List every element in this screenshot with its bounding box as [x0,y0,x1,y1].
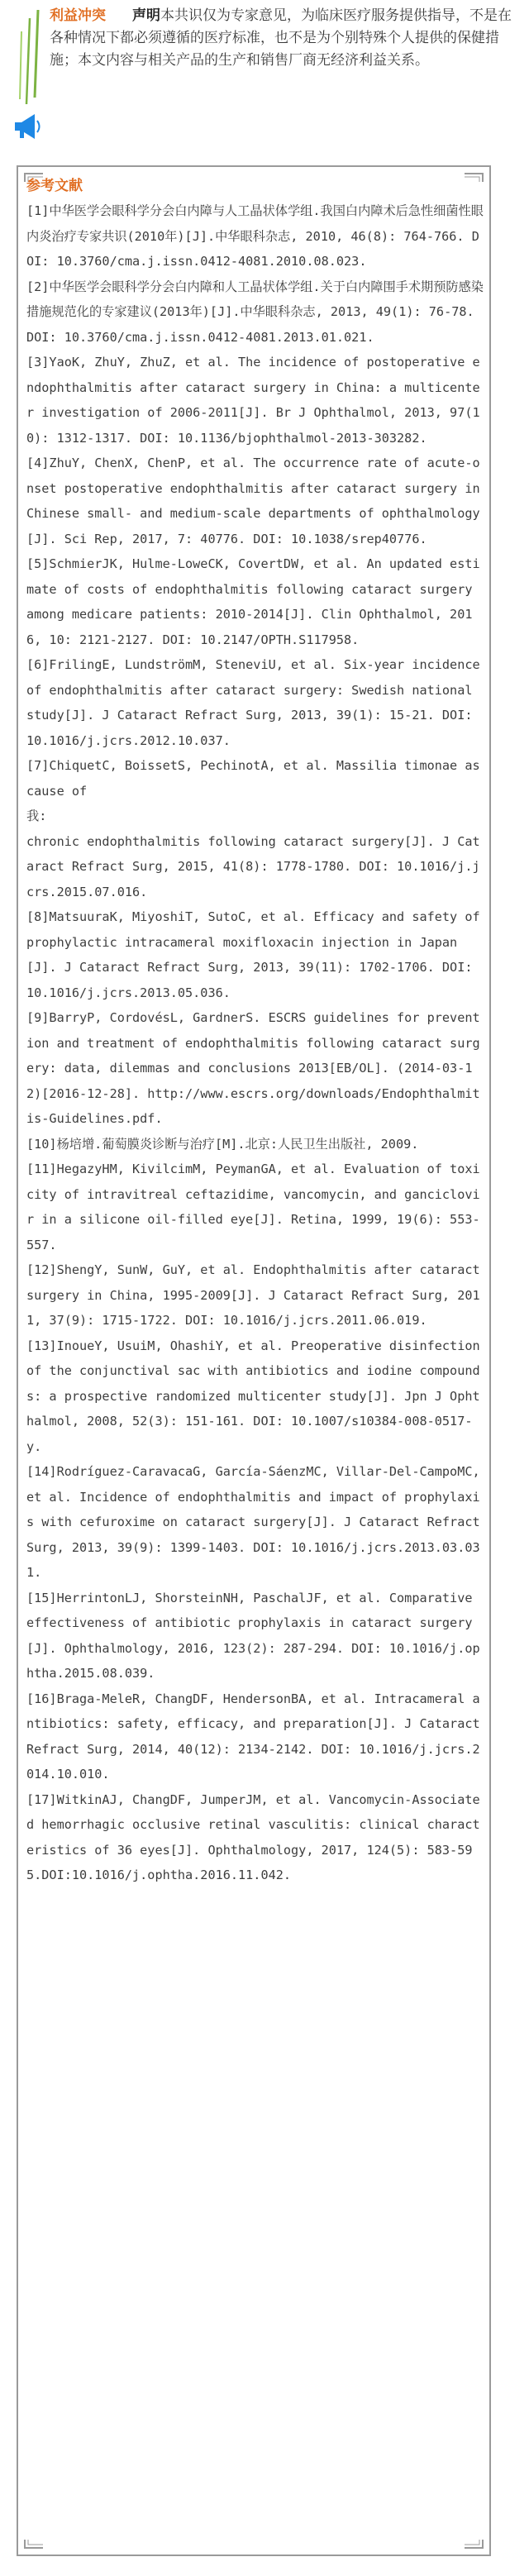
references-title: 参考文献 [26,178,83,194]
reference-item: [14]Rodríguez-CaravacaG, García-SáenzMC, Villar-Del-CampoMC, et al. Incidence of endophthalmitis and impact of prophylaxis with cefuroxime on cataract surgery[J]. J Cataract Refract Surg, 2013, 39(9): 1399-1403. DOI: 10.1016/j.jcrs.2013.03.031. [26,1464,488,1580]
reference-item: [4]ZhuY, ChenX, ChenP, et al. The occurrence rate of acute-onset postoperative endophthalmitis after cataract surgery in Chinese small- and medium-scale departments of ophthalmology[J]. Sci Rep, 2017, 7: 40776. DOI: 10.1038/srep40776. [26,456,488,546]
reference-item: [3]YaoK, ZhuY, ZhuZ, et al. The incidence of postoperative endophthalmitis after cataract surgery in China: a multicenter investigation of 2006-2011[J]. Br J Ophthalmol, 2013, 97(10): 1312-1317. DOI: 10.1136/bjophthalmol-2013-303282. [26,355,480,446]
corner-bracket-icon [463,172,484,184]
reference-item: [2]中华医学会眼科学分会白内障和人工晶状体学组.关于白内障围手术期预防感染措施规范化的专家建议(2013年)[J].中华眼科杂志, 2013, 49(1): 76-78. DOI: 10.3760/cma.j.issn.0412-4081.2013.01.021. [26,279,484,345]
conflict-heading: 利益冲突 [50,7,106,24]
reference-item: [11]HegazyHM, KivilcimM, PeymanGA, et al. Evaluation of toxicity of intravitreal ceftazidime, vancomycin, and ganciclovir in a silicone oil-filled eye[J]. Retina, 1999, 19(6): 553-557. [26,1162,480,1252]
statement-text: 本共识仅为专家意见，为临床医疗服务提供指导，不是在各种情况下都必须遵循的医疗标准，也不是为个别特殊个人提供的保健措施；本文内容与相关产品的生产和销售厂商无经济利益关系。 [50,7,512,69]
decorative-stripes-icon [10,7,43,106]
reference-item: [8]MatsuuraK, MiyoshiT, SutoC, et al. Efficacy and safety of prophylactic intracameral moxifloxacin injection in Japan[J]. J Cataract Refract Surg, 2013, 39(11): 1702-1706. DOI: 10.1016/j.jcrs.2013.05.036. [26,909,488,1000]
reference-item: [16]Braga-MeleR, ChangDF, HendersonBA, et al. Intracameral antibiotics: safety, efficacy, and preparation[J]. J Cataract Refract Surg, 2014, 40(12): 2134-2142. DOI: 10.1016/j.jcrs.2014.10.010. [26,1691,488,1782]
reference-item: [12]ShengY, SunW, GuY, et al. Endophthalmitis after cataract surgery in China, 1995-2009[J]. J Cataract Refract Surg, 2011, 37(9): 1715-1722. DOI: 10.1016/j.jcrs.2011.06.019. [26,1262,488,1328]
reference-item: [6]FrilingE, LundströmM, SteneviU, et al. Six-year incidence of endophthalmitis after cataract surgery: Swedish national study[J]. J Cataract Refract Surg, 2013, 39(1): 15-21. DOI: 10.1016/j.jcrs.2012.10.037. [26,657,488,748]
corner-bracket-icon [463,2538,484,2550]
reference-item: [5]SchmierJK, Hulme-LoweCK, CovertDW, et al. An updated estimate of costs of endophthalmitis following cataract surgery among medicare patients: 2010-2014[J]. Clin Ophthalmol, 2016, 10: 2121-2127. DOI: 10.2147/OPTH.S117958. [26,556,480,647]
conflict-of-interest-section [0,0,529,149]
megaphone-icon [12,111,45,141]
references-list [26,198,486,1888]
reference-item: [17]WitkinAJ, ChangDF, JumperJM, et al. Vancomycin-Associated hemorrhagic occlusive retinal vasculitis: clinical characteristics of 36 eyes[J]. Ophthalmology, 2017, 124(5): 583-595.DOI:10.1016/j.ophtha.2016.11.042. [26,1791,480,1882]
statement-label: 声明 [132,7,160,24]
reference-item: [9]BarryP, CordovésL, GardnerS. ESCRS guidelines for prevention and treatment of endophthalmitis following cataract surgery: data, dilemmas and conclusions 2013[EB/OL]. (2014-03-12)[2016-12-28]. http://www.escrs.org/downloads/Endophthalmitis-Guidelines.pdf. [26,1010,480,1126]
reference-item: [15]HerrintonLJ, ShorsteinNH, PaschalJF, et al. Comparative effectiveness of antibiotic prophylaxis in cataract surgery[J]. Ophthalmology, 2016, 123(2): 287-294. DOI: 10.1016/j.ophtha.2015.08.039. [26,1590,480,1681]
reference-item: [1]中华医学会眼科学分会白内障与人工晶状体学组.我国白内障术后急性细菌性眼内炎治疗专家共识(2010年)[J].中华眼科杂志, 2010, 46(8): 764-766. DOI: 10.3760/cma.j.issn.0412-4081.2010.08.023. [26,203,484,269]
reference-item: [13]InoueY, UsuiM, OhashiY, et al. Preoperative disinfection of the conjunctival sac with antibiotics and iodine compounds: a prospective randomized multicenter study[J]. Jpn J Ophthalmol, 2008, 52(3): 151-161. DOI: 10.1007/s10384-008-0517-y. [26,1338,488,1454]
reference-item: [10]杨培增.葡萄膜炎诊断与治疗[M].北京:人民卫生出版社, 2009. [26,1136,419,1152]
corner-bracket-icon [23,2538,45,2550]
reference-item: [7]ChiquetC, BoissetS, PechinotA, et al. Massilia timonae as cause of 我: chronic endophthalmitis following cataract surgery[J]. J Cataract Refract Surg, 2015, 41(8): 1778-1780. DOI: 10.1016/j.jcrs.2015.07.016. [26,758,480,899]
conflict-statement [50,5,517,72]
